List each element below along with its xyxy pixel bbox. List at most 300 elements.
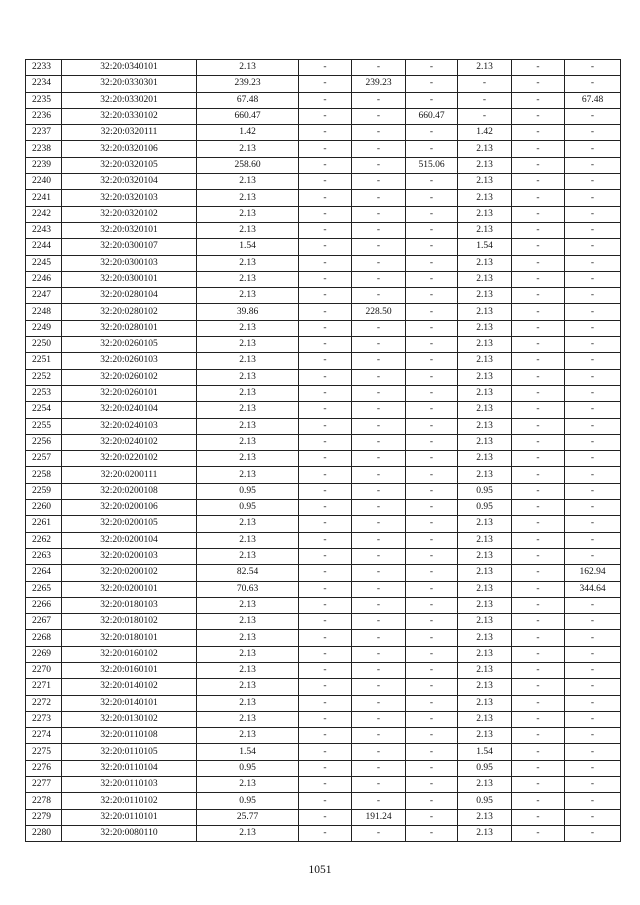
col7-cell: 2.13 — [458, 711, 512, 727]
col9-cell: - — [565, 125, 621, 141]
row-number-cell: 2249 — [26, 320, 62, 336]
cadastral-number-cell: 32:20:0140102 — [62, 679, 197, 695]
col9-cell: - — [565, 337, 621, 353]
col4-cell: - — [299, 206, 352, 222]
col7-cell: 1.54 — [458, 239, 512, 255]
value-cell: 2.13 — [197, 630, 299, 646]
col9-cell: - — [565, 532, 621, 548]
col5-cell: - — [352, 516, 406, 532]
col9-cell: - — [565, 434, 621, 450]
col8-cell: - — [512, 630, 565, 646]
col4-cell: - — [299, 711, 352, 727]
col4-cell: - — [299, 646, 352, 662]
value-cell: 2.13 — [197, 679, 299, 695]
col8-cell: - — [512, 500, 565, 516]
cadastral-number-cell: 32:20:0300101 — [62, 271, 197, 287]
col7-cell: 2.13 — [458, 646, 512, 662]
cadastral-number-cell: 32:20:0260102 — [62, 369, 197, 385]
col7-cell: 1.54 — [458, 744, 512, 760]
col7-cell: 2.13 — [458, 288, 512, 304]
col9-cell: - — [565, 760, 621, 776]
cadastral-number-cell: 32:20:0320105 — [62, 157, 197, 173]
value-cell: 39.86 — [197, 304, 299, 320]
col4-cell: - — [299, 744, 352, 760]
table-row — [26, 630, 621, 646]
col4-cell: - — [299, 614, 352, 630]
value-cell: 2.13 — [197, 451, 299, 467]
col7-cell: 2.13 — [458, 565, 512, 581]
table-row — [26, 125, 621, 141]
col9-cell: - — [565, 304, 621, 320]
col7-cell: 2.13 — [458, 369, 512, 385]
value-cell: 2.13 — [197, 467, 299, 483]
col7-cell: 2.13 — [458, 662, 512, 678]
col6-cell: - — [406, 614, 458, 630]
col8-cell: - — [512, 662, 565, 678]
row-number-cell: 2278 — [26, 793, 62, 809]
col4-cell: - — [299, 190, 352, 206]
col4-cell: - — [299, 679, 352, 695]
cadastral-number-cell: 32:20:0110105 — [62, 744, 197, 760]
value-cell: 2.13 — [197, 271, 299, 287]
col8-cell: - — [512, 353, 565, 369]
col7-cell: 2.13 — [458, 516, 512, 532]
col8-cell: - — [512, 141, 565, 157]
col7-cell: 2.13 — [458, 809, 512, 825]
col5-cell: - — [352, 174, 406, 190]
col4-cell: - — [299, 825, 352, 841]
table-row — [26, 532, 621, 548]
col4-cell: - — [299, 728, 352, 744]
col5-cell: - — [352, 141, 406, 157]
col5-cell: - — [352, 320, 406, 336]
value-cell: 1.42 — [197, 125, 299, 141]
table-row — [26, 190, 621, 206]
col6-cell: - — [406, 206, 458, 222]
col6-cell: - — [406, 434, 458, 450]
col6-cell: - — [406, 337, 458, 353]
col7-cell: - — [458, 76, 512, 92]
table-row — [26, 108, 621, 124]
col5-cell: 239.23 — [352, 76, 406, 92]
row-number-cell: 2274 — [26, 728, 62, 744]
table-row — [26, 777, 621, 793]
table-row — [26, 711, 621, 727]
value-cell: 2.13 — [197, 646, 299, 662]
col9-cell: 344.64 — [565, 581, 621, 597]
col6-cell: - — [406, 597, 458, 613]
col9-cell: - — [565, 353, 621, 369]
col9-cell: - — [565, 809, 621, 825]
col6-cell: - — [406, 467, 458, 483]
row-number-cell: 2236 — [26, 108, 62, 124]
row-number-cell: 2234 — [26, 76, 62, 92]
table-row — [26, 418, 621, 434]
table-row — [26, 500, 621, 516]
row-number-cell: 2272 — [26, 695, 62, 711]
value-cell: 2.13 — [197, 402, 299, 418]
col8-cell: - — [512, 711, 565, 727]
col6-cell: - — [406, 271, 458, 287]
col9-cell: - — [565, 206, 621, 222]
cadastral-number-cell: 32:20:0220102 — [62, 451, 197, 467]
col5-cell: - — [352, 60, 406, 76]
col5-cell: - — [352, 402, 406, 418]
value-cell: 2.13 — [197, 662, 299, 678]
table-row — [26, 320, 621, 336]
col9-cell: - — [565, 255, 621, 271]
col7-cell: 0.95 — [458, 793, 512, 809]
col9-cell: - — [565, 793, 621, 809]
col9-cell: - — [565, 744, 621, 760]
col6-cell: - — [406, 320, 458, 336]
col5-cell: - — [352, 337, 406, 353]
cadastral-number-cell: 32:20:0300103 — [62, 255, 197, 271]
col7-cell: 2.13 — [458, 174, 512, 190]
col8-cell: - — [512, 92, 565, 108]
col6-cell: - — [406, 451, 458, 467]
col4-cell: - — [299, 516, 352, 532]
value-cell: 0.95 — [197, 483, 299, 499]
cadastral-number-cell: 32:20:0200102 — [62, 565, 197, 581]
col8-cell: - — [512, 418, 565, 434]
col9-cell: - — [565, 483, 621, 499]
cadastral-number-cell: 32:20:0200108 — [62, 483, 197, 499]
col8-cell: - — [512, 304, 565, 320]
col8-cell: - — [512, 467, 565, 483]
col7-cell: 2.13 — [458, 255, 512, 271]
col7-cell: 2.13 — [458, 695, 512, 711]
col7-cell: 2.13 — [458, 581, 512, 597]
col4-cell: - — [299, 630, 352, 646]
col5-cell: - — [352, 646, 406, 662]
col4-cell: - — [299, 337, 352, 353]
table-row — [26, 695, 621, 711]
value-cell: 2.13 — [197, 174, 299, 190]
col5-cell: - — [352, 288, 406, 304]
col9-cell: - — [565, 728, 621, 744]
col8-cell: - — [512, 777, 565, 793]
cadastral-number-cell: 32:20:0200105 — [62, 516, 197, 532]
col5-cell: - — [352, 565, 406, 581]
col4-cell: - — [299, 548, 352, 564]
cadastral-number-cell: 32:20:0340101 — [62, 60, 197, 76]
col7-cell: 2.13 — [458, 206, 512, 222]
col5-cell: - — [352, 728, 406, 744]
col9-cell: - — [565, 190, 621, 206]
col6-cell: - — [406, 760, 458, 776]
col5-cell: - — [352, 353, 406, 369]
col9-cell: - — [565, 597, 621, 613]
col6-cell: 515.06 — [406, 157, 458, 173]
table-row — [26, 174, 621, 190]
col8-cell: - — [512, 76, 565, 92]
cadastral-number-cell: 32:20:0110102 — [62, 793, 197, 809]
col4-cell: - — [299, 793, 352, 809]
col8-cell: - — [512, 516, 565, 532]
cadastral-number-cell: 32:20:0320101 — [62, 222, 197, 238]
row-number-cell: 2273 — [26, 711, 62, 727]
col9-cell: - — [565, 777, 621, 793]
cadastral-number-cell: 32:20:0200106 — [62, 500, 197, 516]
col8-cell: - — [512, 695, 565, 711]
col8-cell: - — [512, 532, 565, 548]
col7-cell: 0.95 — [458, 760, 512, 776]
table-row — [26, 548, 621, 564]
table-row — [26, 434, 621, 450]
row-number-cell: 2247 — [26, 288, 62, 304]
col7-cell: 2.13 — [458, 337, 512, 353]
cadastral-number-cell: 32:20:0320106 — [62, 141, 197, 157]
col8-cell: - — [512, 565, 565, 581]
col4-cell: - — [299, 125, 352, 141]
col4-cell: - — [299, 320, 352, 336]
col7-cell: 2.13 — [458, 532, 512, 548]
col9-cell: - — [565, 60, 621, 76]
row-number-cell: 2241 — [26, 190, 62, 206]
col6-cell: - — [406, 500, 458, 516]
col8-cell: - — [512, 206, 565, 222]
col8-cell: - — [512, 271, 565, 287]
col9-cell: - — [565, 500, 621, 516]
col9-cell: - — [565, 174, 621, 190]
col4-cell: - — [299, 467, 352, 483]
page-number: 1051 — [308, 864, 332, 876]
col4-cell: - — [299, 418, 352, 434]
col8-cell: - — [512, 548, 565, 564]
value-cell: 1.54 — [197, 744, 299, 760]
col4-cell: - — [299, 288, 352, 304]
row-number-cell: 2245 — [26, 255, 62, 271]
col8-cell: - — [512, 728, 565, 744]
row-number-cell: 2280 — [26, 825, 62, 841]
col5-cell: - — [352, 369, 406, 385]
col8-cell: - — [512, 614, 565, 630]
value-cell: 2.13 — [197, 353, 299, 369]
col6-cell: - — [406, 581, 458, 597]
col7-cell: 2.13 — [458, 141, 512, 157]
value-cell: 2.13 — [197, 711, 299, 727]
value-cell: 2.13 — [197, 597, 299, 613]
table-body — [26, 60, 621, 842]
col5-cell: - — [352, 825, 406, 841]
value-cell: 2.13 — [197, 206, 299, 222]
table-row — [26, 825, 621, 841]
col9-cell: - — [565, 418, 621, 434]
col9-cell: - — [565, 825, 621, 841]
col4-cell: - — [299, 174, 352, 190]
col8-cell: - — [512, 581, 565, 597]
col5-cell: - — [352, 418, 406, 434]
col5-cell: 228.50 — [352, 304, 406, 320]
col6-cell: - — [406, 92, 458, 108]
col8-cell: - — [512, 646, 565, 662]
col9-cell: - — [565, 451, 621, 467]
col6-cell: - — [406, 402, 458, 418]
table-row — [26, 271, 621, 287]
col4-cell: - — [299, 597, 352, 613]
col6-cell: - — [406, 190, 458, 206]
value-cell: 70.63 — [197, 581, 299, 597]
col9-cell: - — [565, 108, 621, 124]
row-number-cell: 2244 — [26, 239, 62, 255]
value-cell: 2.13 — [197, 288, 299, 304]
value-cell: 2.13 — [197, 60, 299, 76]
col5-cell: 191.24 — [352, 809, 406, 825]
col5-cell: - — [352, 483, 406, 499]
value-cell: 660.47 — [197, 108, 299, 124]
cadastral-number-cell: 32:20:0200101 — [62, 581, 197, 597]
col9-cell: - — [565, 548, 621, 564]
value-cell: 2.13 — [197, 777, 299, 793]
value-cell: 2.13 — [197, 532, 299, 548]
value-cell: 0.95 — [197, 500, 299, 516]
cadastral-number-cell: 32:20:0200111 — [62, 467, 197, 483]
col4-cell: - — [299, 369, 352, 385]
col6-cell: - — [406, 548, 458, 564]
table-row — [26, 793, 621, 809]
value-cell: 2.13 — [197, 190, 299, 206]
value-cell: 2.13 — [197, 516, 299, 532]
table-row — [26, 662, 621, 678]
cadastral-number-cell: 32:20:0280104 — [62, 288, 197, 304]
col5-cell: - — [352, 614, 406, 630]
col8-cell: - — [512, 760, 565, 776]
col4-cell: - — [299, 402, 352, 418]
col6-cell: - — [406, 679, 458, 695]
table-row — [26, 451, 621, 467]
row-number-cell: 2277 — [26, 777, 62, 793]
col7-cell: 2.13 — [458, 271, 512, 287]
cadastral-number-cell: 32:20:0320111 — [62, 125, 197, 141]
value-cell: 258.60 — [197, 157, 299, 173]
cadastral-number-cell: 32:20:0320104 — [62, 174, 197, 190]
row-number-cell: 2271 — [26, 679, 62, 695]
col4-cell: - — [299, 581, 352, 597]
col4-cell: - — [299, 92, 352, 108]
cadastral-number-cell: 32:20:0280102 — [62, 304, 197, 320]
value-cell: 2.13 — [197, 614, 299, 630]
col6-cell: - — [406, 239, 458, 255]
col8-cell: - — [512, 385, 565, 401]
col4-cell: - — [299, 141, 352, 157]
col4-cell: - — [299, 565, 352, 581]
row-number-cell: 2270 — [26, 662, 62, 678]
col5-cell: - — [352, 385, 406, 401]
col4-cell: - — [299, 76, 352, 92]
col4-cell: - — [299, 434, 352, 450]
value-cell: 2.13 — [197, 337, 299, 353]
value-cell: 2.13 — [197, 369, 299, 385]
col5-cell: - — [352, 108, 406, 124]
row-number-cell: 2276 — [26, 760, 62, 776]
value-cell: 2.13 — [197, 434, 299, 450]
col5-cell: - — [352, 271, 406, 287]
table-row — [26, 141, 621, 157]
row-number-cell: 2254 — [26, 402, 62, 418]
col6-cell: - — [406, 532, 458, 548]
col5-cell: - — [352, 777, 406, 793]
col5-cell: - — [352, 222, 406, 238]
col7-cell: 1.42 — [458, 125, 512, 141]
col5-cell: - — [352, 190, 406, 206]
col4-cell: - — [299, 385, 352, 401]
table-row — [26, 157, 621, 173]
col8-cell: - — [512, 337, 565, 353]
col7-cell: 2.13 — [458, 825, 512, 841]
col9-cell: - — [565, 695, 621, 711]
row-number-cell: 2255 — [26, 418, 62, 434]
row-number-cell: 2265 — [26, 581, 62, 597]
table-row — [26, 304, 621, 320]
row-number-cell: 2240 — [26, 174, 62, 190]
col9-cell: - — [565, 385, 621, 401]
row-number-cell: 2259 — [26, 483, 62, 499]
cadastral-number-cell: 32:20:0160102 — [62, 646, 197, 662]
col6-cell: - — [406, 353, 458, 369]
table-row — [26, 744, 621, 760]
col7-cell: 2.13 — [458, 402, 512, 418]
table-row — [26, 565, 621, 581]
col9-cell: - — [565, 157, 621, 173]
row-number-cell: 2266 — [26, 597, 62, 613]
cadastral-number-cell: 32:20:0300107 — [62, 239, 197, 255]
col7-cell: 2.13 — [458, 630, 512, 646]
value-cell: 2.13 — [197, 695, 299, 711]
col7-cell: 2.13 — [458, 597, 512, 613]
row-number-cell: 2260 — [26, 500, 62, 516]
col8-cell: - — [512, 483, 565, 499]
col9-cell: - — [565, 679, 621, 695]
table-row — [26, 76, 621, 92]
col6-cell: - — [406, 565, 458, 581]
col5-cell: - — [352, 255, 406, 271]
col8-cell: - — [512, 744, 565, 760]
cadastral-number-cell: 32:20:0280101 — [62, 320, 197, 336]
value-cell: 2.13 — [197, 548, 299, 564]
col9-cell: - — [565, 369, 621, 385]
col5-cell: - — [352, 467, 406, 483]
value-cell: 2.13 — [197, 255, 299, 271]
value-cell: 2.13 — [197, 418, 299, 434]
col4-cell: - — [299, 60, 352, 76]
col9-cell: - — [565, 222, 621, 238]
col9-cell: - — [565, 614, 621, 630]
col4-cell: - — [299, 239, 352, 255]
col6-cell: - — [406, 825, 458, 841]
col5-cell: - — [352, 500, 406, 516]
col9-cell: - — [565, 662, 621, 678]
cadastral-number-cell: 32:20:0140101 — [62, 695, 197, 711]
col7-cell: 2.13 — [458, 60, 512, 76]
col6-cell: - — [406, 304, 458, 320]
col4-cell: - — [299, 483, 352, 499]
col7-cell: 2.13 — [458, 304, 512, 320]
cadastral-number-cell: 32:20:0200103 — [62, 548, 197, 564]
col9-cell: - — [565, 288, 621, 304]
col7-cell: - — [458, 92, 512, 108]
col5-cell: - — [352, 744, 406, 760]
col5-cell: - — [352, 679, 406, 695]
col5-cell: - — [352, 597, 406, 613]
cadastral-number-cell: 32:20:0200104 — [62, 532, 197, 548]
col4-cell: - — [299, 157, 352, 173]
table-row — [26, 679, 621, 695]
col5-cell: - — [352, 548, 406, 564]
col8-cell: - — [512, 239, 565, 255]
col6-cell: - — [406, 483, 458, 499]
col7-cell: - — [458, 108, 512, 124]
